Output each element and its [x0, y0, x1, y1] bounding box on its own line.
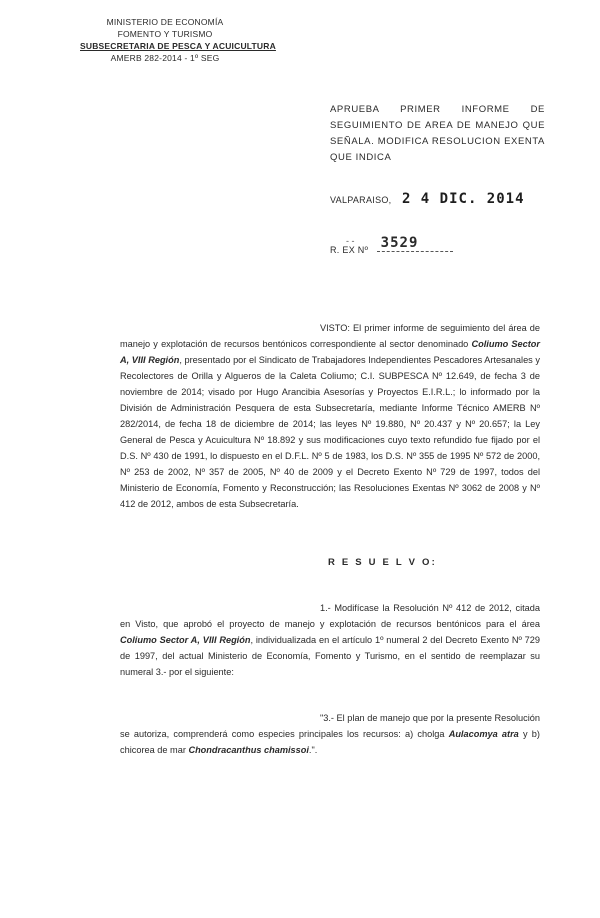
- subsecretary-line: SUBSECRETARIA DE PESCA Y ACUICULTURA: [80, 41, 276, 51]
- rex-label: R. EX Nº: [330, 245, 369, 255]
- resuelvo-heading: R E S U E L V O:: [328, 557, 437, 568]
- reference-code: AMERB 282-2014 - 1º SEG: [110, 53, 220, 63]
- document-title: APRUEBA PRIMER INFORME DE SEGUIMIENTO DE AREA DE MANEJO QUE SEÑALA. MODIFICA RESOLUCION EXENTA QUE INDICA: [330, 104, 545, 163]
- date-stamp: 2 4 DIC. 2014: [401, 191, 525, 207]
- resolution-number: [330, 235, 453, 258]
- quote-text-3: .".: [308, 745, 318, 755]
- resolution-item-1: [120, 600, 540, 680]
- dateline: [330, 190, 525, 208]
- ministry-subline: FOMENTO Y TURISMO: [117, 29, 213, 39]
- item1-text-2: , individualizada en el artículo 1º numeral 2 del Decreto Exento Nº 729 de 1997, del actual Ministerio de Economía, Fomento y Turismo, en el sentido de reemplazar su numeral 3.- por el siguiente:: [120, 635, 540, 677]
- quote-text-1: "3.- El plan de manejo que por la presente Resolución se autoriza, comprenderá como especies principales los recursos: a) cholga: [120, 713, 540, 739]
- visto-text-1: VISTO: El primer informe de seguimiento del área de manejo y explotación de recursos bentónicos correspondiente al sector denominado: [120, 323, 540, 349]
- rex-number-stamp: 3529: [377, 235, 453, 252]
- ministry-line: MINISTERIO DE ECONOMÍA: [106, 17, 224, 27]
- species-2: Chondracanthus chamissoi: [188, 745, 309, 755]
- visto-text-2: , presentado por el Sindicato de Trabajadores Independientes Pescadores Artesanales y Recolectores de Orilla y Algueros de la Caleta Coliumo; C.I. SUBPESCA Nº 12.649, de fecha 3 de noviembre de 2014; visado por Hugo Arancibia Asesorías y Proyectos E.I.R.L.; lo informado por la División de Administración Pesquera de esta Subsecretaría, mediante Informe Técnico AMERB Nº 282/2014, de fecha 18 de diciembre de 2014; las leyes Nº 19.880, Nº 20.437 y Nº 20.657; la Ley General de Pesca y Acuicultura Nº 18.892 y sus modificaciones cuyo texto refundido fue fijado por el D.S. Nº 430 de 1991, lo dispuesto en el D.F.L. Nº 5 de 1983, los D.S. Nº 355 de 1995 Nº 572 de 2000, Nº 253 de 2002, Nº 357 de 2005, Nº 40 de 2009 y el Decreto Exento Nº 729 de 1997, todos del Ministerio de Economía, Fomento y Reconstrucción; las Resoluciones Exentas Nº 3062 de 2008 y Nº 412 de 2012, ambos de esta Subsecretaría.: [120, 355, 540, 509]
- quote-text-2: y b) chicorea de mar: [120, 729, 540, 755]
- letterhead: [80, 16, 276, 64]
- visto-paragraph: [120, 320, 540, 512]
- city-label: VALPARAISO,: [330, 195, 392, 205]
- item1-area-name: Coliumo Sector A, VIII Región: [120, 635, 251, 645]
- stamp-mark: - -: [346, 236, 355, 246]
- item1-text-1: 1.- Modifícase la Resolución Nº 412 de 2012, citada en Visto, que aprobó el proyecto de manejo y explotación de recursos bentónicos para el área: [120, 603, 540, 629]
- visto-area-name: Coliumo Sector A, VIII Región: [120, 339, 540, 365]
- species-1: Aulacomya atra: [448, 729, 519, 739]
- replacement-quote: [120, 710, 540, 758]
